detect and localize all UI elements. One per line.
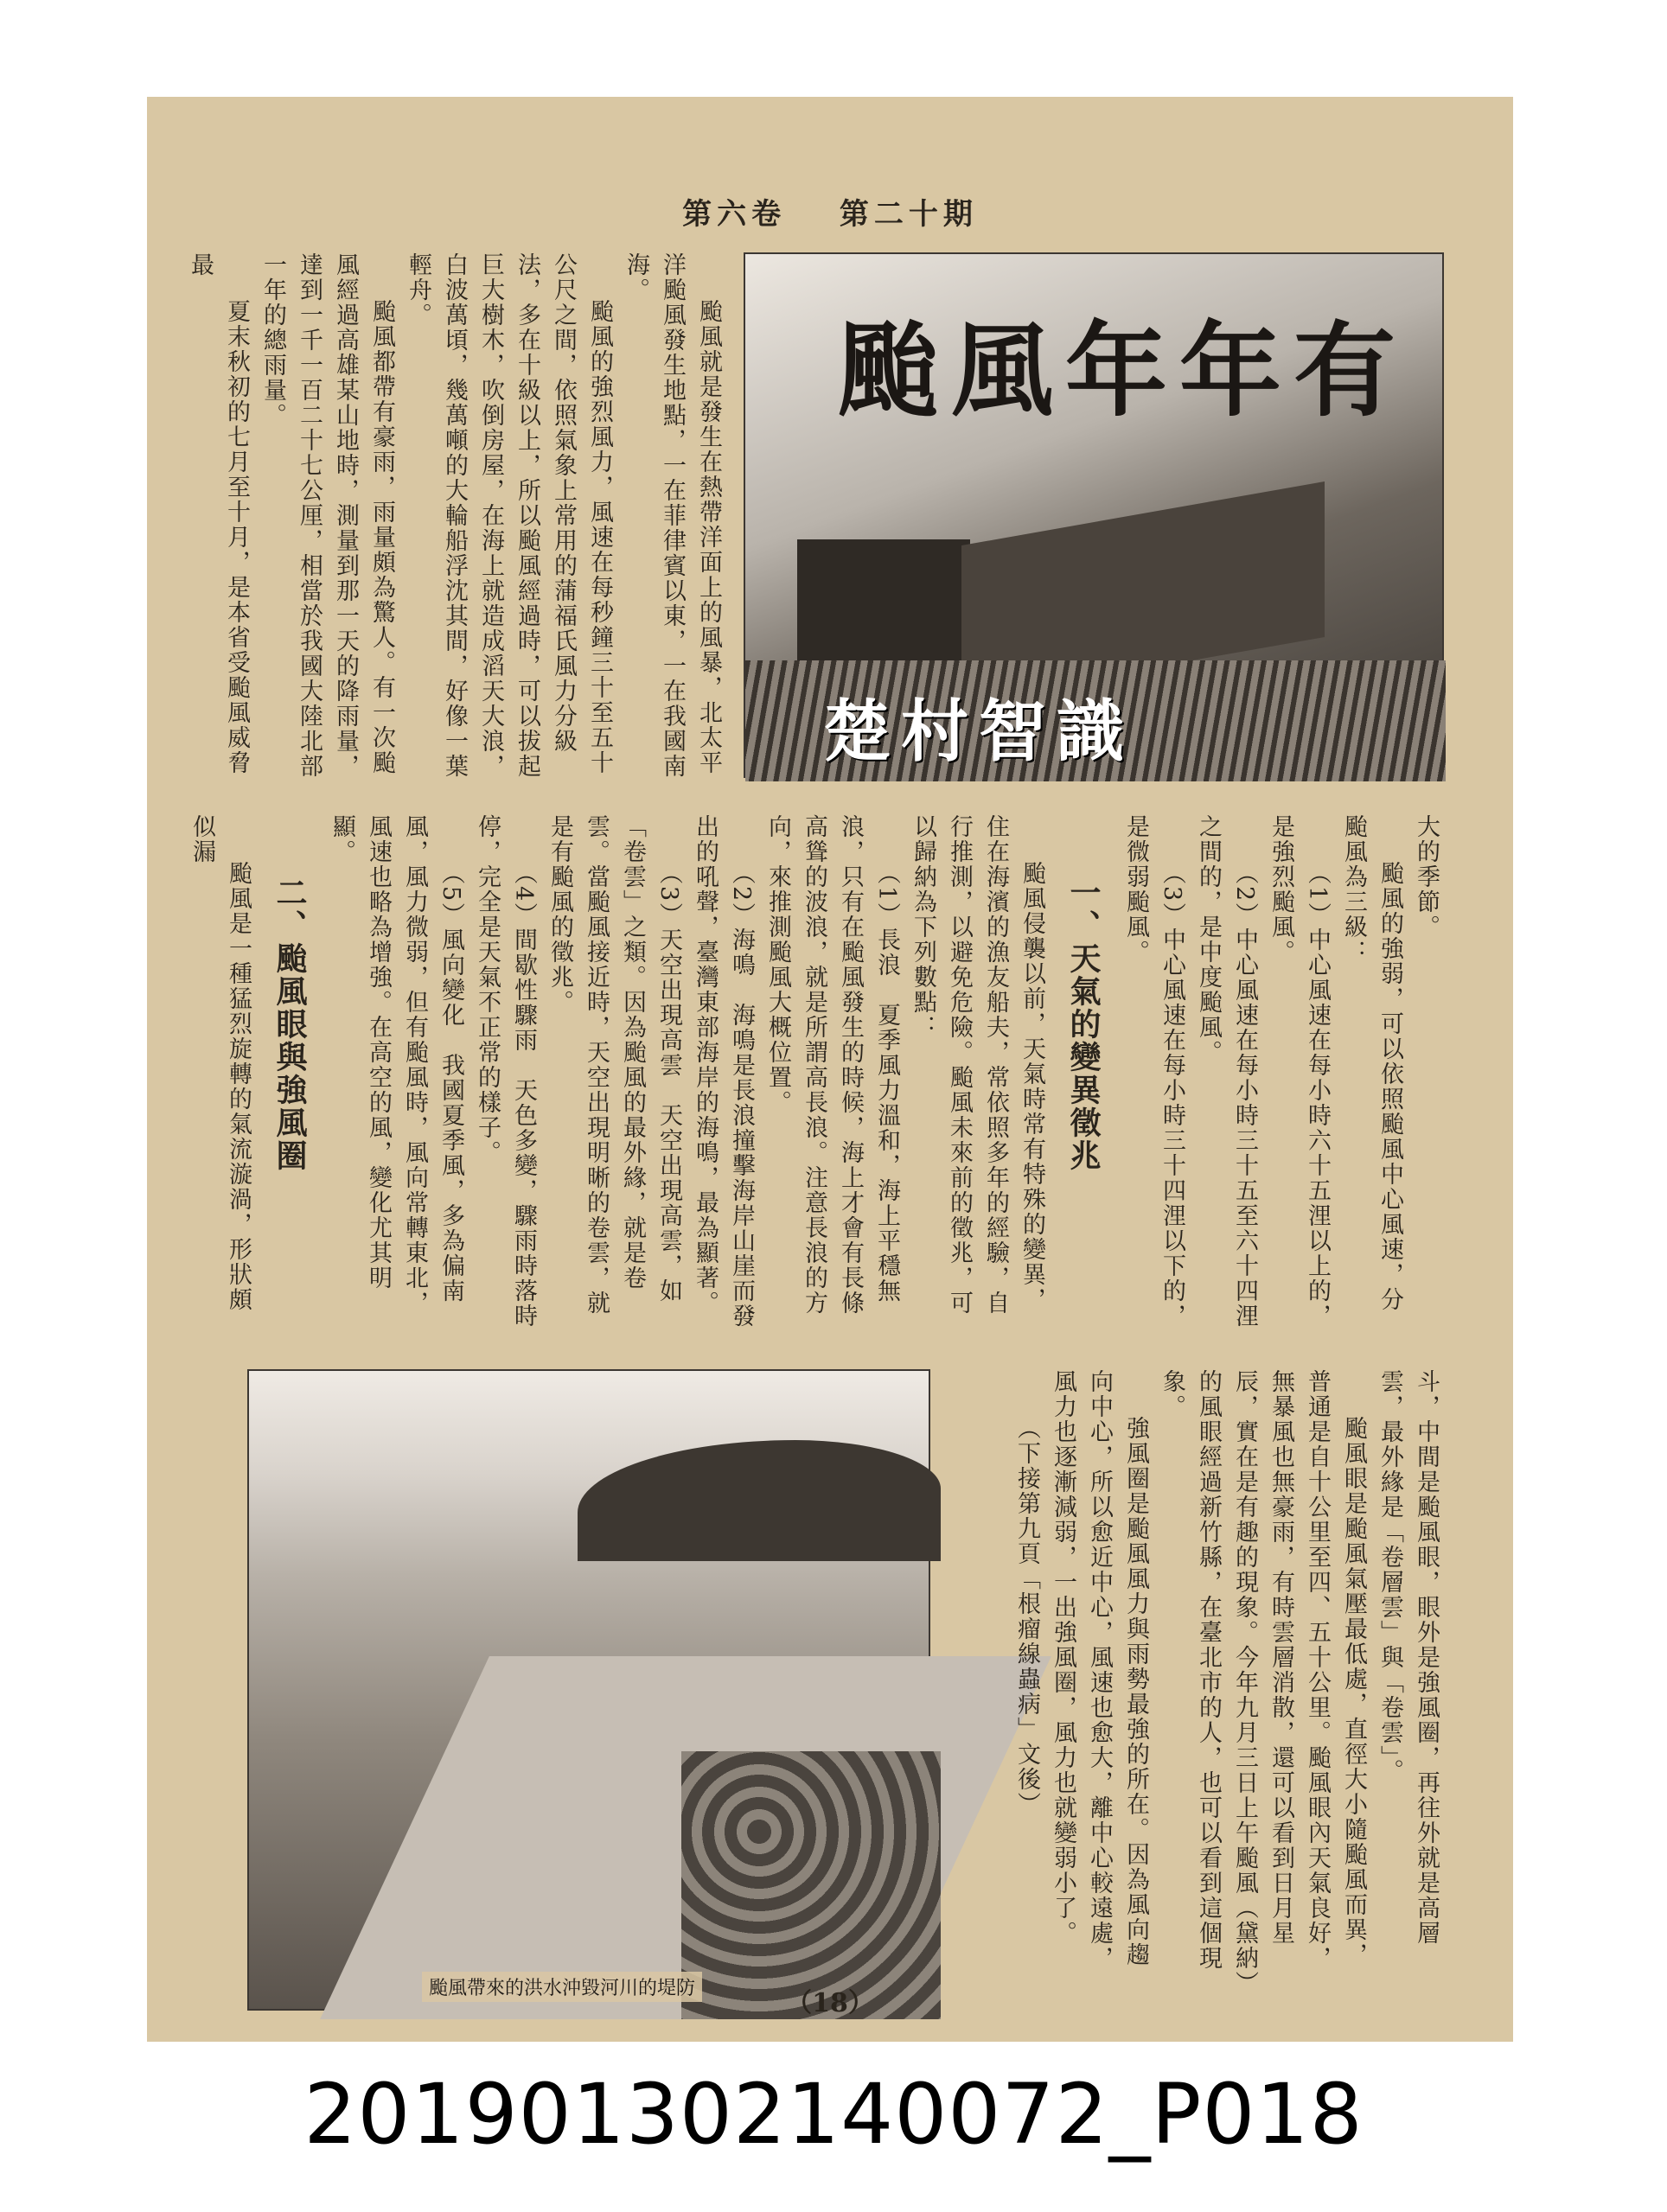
paragraph: （5）風向變化 我國夏季風，多為偏南風，風力微弱，但有颱風時，風向常轉東北，風速也略為增強。在高空的風，變化尤其明顯。 bbox=[329, 814, 464, 1316]
photo-caption: 颱風帶來的洪水沖毀河川的堤防 bbox=[422, 1972, 702, 2002]
paragraph: （4）間歇性驟雨 天色多變，驟雨時落時停，完全是天氣不正常的樣子。 bbox=[474, 814, 537, 1329]
paragraph: 強風圈是颱風風力與雨勢最強的所在。因為風向趨向中心，所以愈近中心，風速也愈大，離中心較遠處，風力也逐漸減弱，一出強風圈，風力也就變弱小了。 bbox=[1050, 1369, 1149, 1971]
page-number: （18） bbox=[786, 1988, 874, 2018]
issue-label: 第二十期 bbox=[839, 197, 978, 232]
paragraph: 颱風的強弱，可以依照颱風中心風速，分颱風為三級： bbox=[1340, 814, 1403, 1312]
paragraph: 颱風的強烈風力，風速在每秒鐘三十至五十公尺之間，依照氣象上常用的蒲福氏風力分級法，多在十級以上，所以颱風經過時，可以拔起巨大樹木，吹倒房屋，在海上就造成滔天大浪，白波萬頃，幾萬噸的大輪船浮沈其間，好像一葉輕舟。 bbox=[405, 252, 613, 779]
paragraph: 颱風侵襲以前，天氣時常有特殊的變異，住在海濱的漁友船夫，常依照多年的經驗，自行推測，以避免危險。颱風未來前的徵兆，可以歸納為下列數點： bbox=[910, 814, 1045, 1316]
photo-stones bbox=[681, 1751, 941, 2019]
magazine-page bbox=[147, 97, 1513, 2042]
paragraph: 颱風都帶有豪雨，雨量頗為驚人。有一次颱風經過高雄某山地時，測量到那一天的降雨量，達到一千一百二十七公厘，相當於我國大陸北部一年的總雨量。 bbox=[259, 252, 395, 779]
paragraph: （2）海鳴 海鳴是長浪撞擊海岸山崖而發出的吼聲，臺灣東部海岸的海鳴，最為顯著。 bbox=[692, 814, 755, 1329]
continuation-note: （下接第九頁「根瘤線蟲病」文後） bbox=[1013, 1416, 1040, 1817]
paragraph: （1）長浪 夏季風力溫和，海上平穩無浪，只有在颱風發生的時候，海上才會有長條高聳的波浪，就是所謂高長浪。注意長浪的方向，來推測颱風大概位置。 bbox=[764, 814, 900, 1316]
volume-label: 第六卷 bbox=[682, 197, 787, 232]
paragraph: 颱風是一種猛烈旋轉的氣流漩渦，形狀頗似漏 bbox=[188, 814, 252, 1312]
paragraph: 大的季節。 bbox=[1413, 814, 1440, 940]
paragraph: （2）中心風速在每小時三十五至六十四浬之間的，是中度颱風。 bbox=[1195, 814, 1258, 1329]
middle-column bbox=[188, 814, 1444, 1333]
paragraph: 夏末秋初的七月至十月，是本省受颱風威脅最 bbox=[187, 252, 250, 775]
archive-id: 201901302140072_P018 bbox=[303, 2066, 1364, 2163]
section-heading-1: 一、天氣的變異徵兆 bbox=[1065, 877, 1102, 1172]
paragraph: （3）中心風速在每小時三十四浬以下的，是微弱颱風。 bbox=[1122, 814, 1185, 1329]
running-header bbox=[147, 190, 1513, 233]
paragraph: （3）天空出現高雲 天空出現高雲，如「卷雲」之類。因為颱風的最外緣，就是卷雲。當颱風接近時，天空出現明晰的卷雲，就是有颱風的徵兆。 bbox=[546, 814, 682, 1316]
article-title: 颱風年年有 bbox=[836, 311, 1408, 430]
top-right-column bbox=[187, 252, 726, 780]
photo-cliff bbox=[578, 1440, 941, 1561]
flood-photo bbox=[247, 1369, 930, 2011]
paragraph: 颱風眼是颱風氣壓最低處，直徑大小隨颱風而異，普通是自十公里至四、五十公里。颱風眼內天氣良好，無暴風也無豪雨，有時雲層消散，還可以看到日月星辰，實在是有趣的現象。今年九月三日上午颱風（黛納）的風眼經過新竹縣，在臺北市的人，也可以看到這個現象。 bbox=[1159, 1369, 1367, 1985]
paragraph: 斗，中間是颱風眼，眼外是強風圈，再往外就是高層雲，最外緣是「卷層雲」與「卷雲」。 bbox=[1376, 1369, 1440, 1946]
paragraph: （1）中心風速在每小時六十五浬以上的，是強烈颱風。 bbox=[1268, 814, 1331, 1329]
title-photo bbox=[744, 252, 1444, 778]
section-heading-2: 二、颱風眼與強風圈 bbox=[271, 877, 308, 1172]
article-author: 楚村智識 bbox=[823, 692, 1135, 771]
paragraph: 颱風就是發生在熱帶洋面上的風暴，北太平洋颱風發生地點，一在菲律賓以東，一在我國南海。 bbox=[623, 252, 722, 779]
bottom-right-column bbox=[951, 1369, 1444, 1992]
photo-house bbox=[797, 539, 970, 669]
